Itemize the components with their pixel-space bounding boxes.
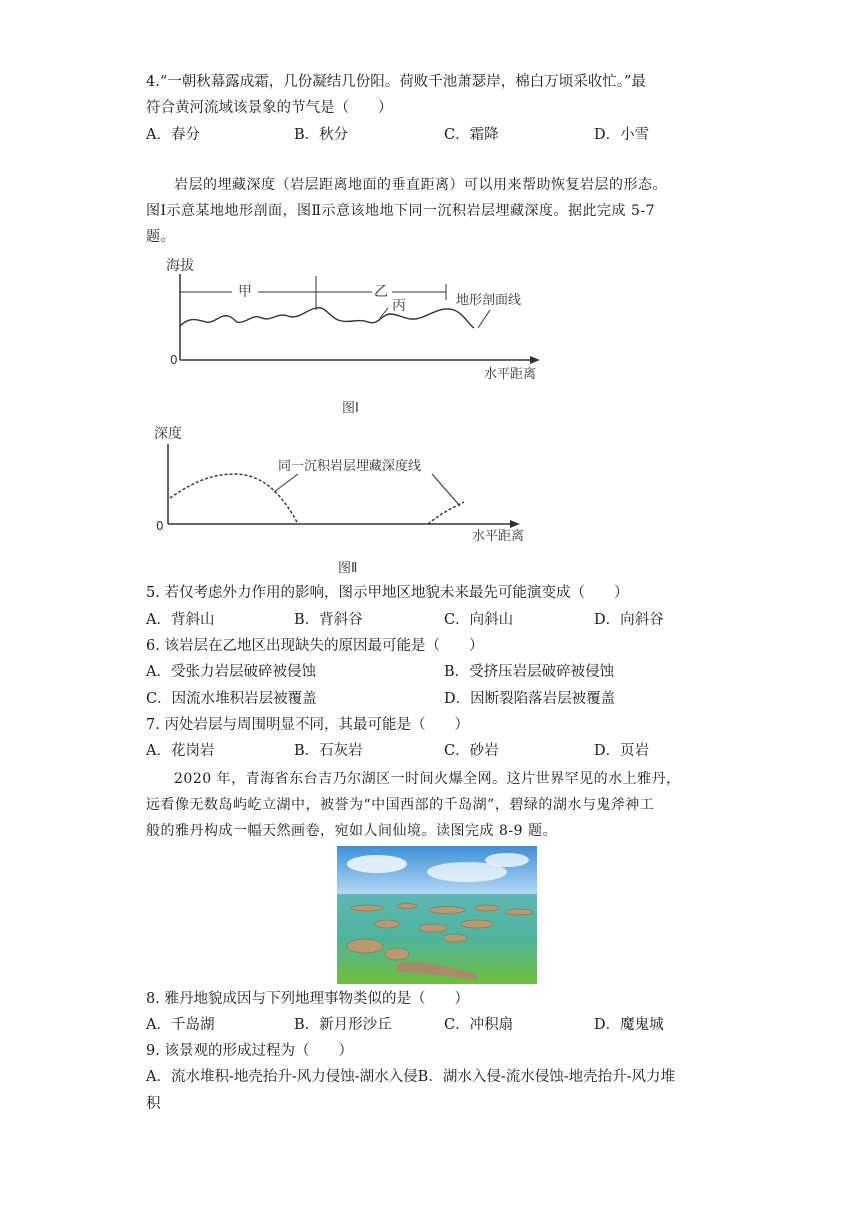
q6-option-d: D．因断裂陷落岩层被覆盖 bbox=[444, 691, 616, 707]
figure1-label-yi: 乙 bbox=[374, 284, 388, 300]
q8-stem: 8. 雅丹地貌成因与下列地理事物类似的是（ ） bbox=[146, 991, 469, 1007]
q6-option-c: C．因流水堆积岩层被覆盖 bbox=[146, 691, 317, 707]
q5-option-b: B．背斜谷 bbox=[294, 612, 363, 628]
yardang-lake-photo bbox=[337, 846, 537, 984]
q4-stem-line2: 符合黄河流域该景象的节气是（ ） bbox=[146, 100, 393, 116]
q7-option-d: D．页岩 bbox=[594, 743, 650, 759]
q9-options-line2: 积 bbox=[146, 1096, 161, 1112]
intro-line1: 岩层的埋藏深度（岩层距离地面的垂直距离）可以用来帮助恢复岩层的形态。 bbox=[174, 177, 667, 193]
q4-option-a: A．春分 bbox=[146, 127, 200, 143]
figure1-curve-pointer bbox=[478, 310, 490, 328]
q5-option-a: A．背斜山 bbox=[146, 612, 215, 628]
photo-cloud bbox=[347, 855, 407, 873]
intro2-line3: 般的雅丹构成一幅天然画卷，宛如人间仙境。读图完成 8-9 题。 bbox=[146, 823, 557, 839]
figure1-label-bing: 丙 bbox=[392, 298, 406, 314]
figure2-depth-curve-left bbox=[170, 474, 298, 524]
figure-1-terrain-profile bbox=[150, 252, 550, 422]
q7-option-a: A．花岗岩 bbox=[146, 743, 215, 759]
figure-2-burial-depth bbox=[150, 420, 550, 580]
q8-option-d: D．魔鬼城 bbox=[594, 1017, 664, 1033]
q9-stem: 9. 该景观的形成过程为（ ） bbox=[146, 1043, 353, 1059]
figure1-x-arrow bbox=[530, 356, 540, 364]
q8-option-c: C．冲积扇 bbox=[444, 1017, 514, 1033]
figure1-curve-label: 地形剖面线 bbox=[456, 293, 522, 308]
figure1-ylabel: 海拔 bbox=[166, 258, 194, 274]
figure1-origin: 0 bbox=[170, 353, 178, 367]
figure2-ylabel: 深度 bbox=[154, 426, 182, 442]
photo-cloud bbox=[485, 853, 529, 867]
intro2-line1: 2020 年，青海省东台吉乃尔湖区一时间火爆全网。这片世界罕见的水上雅丹， bbox=[174, 771, 681, 787]
q7-stem: 7. 丙处岩层与周围明显不同，其最可能是（ ） bbox=[146, 717, 469, 733]
figure1-caption: 图Ⅰ bbox=[342, 401, 359, 416]
figure2-x-arrow bbox=[510, 520, 520, 528]
figure1-xlabel: 水平距离 bbox=[484, 367, 537, 382]
q8-option-a: A．千岛湖 bbox=[146, 1017, 215, 1033]
intro-line2: 图Ⅰ示意某地地形剖面，图Ⅱ示意该地地下同一沉积岩层埋藏深度。据此完成 5-7 bbox=[146, 203, 656, 219]
q6-option-a: A．受张力岩层破碎被侵蚀 bbox=[146, 664, 316, 680]
figure2-pointer-right bbox=[432, 474, 460, 506]
q7-option-c: C．砂岩 bbox=[444, 743, 499, 759]
figure1-terrain-curve bbox=[180, 308, 474, 328]
q4-option-c: C．霜降 bbox=[444, 127, 499, 143]
q4-option-d: D．小雪 bbox=[594, 127, 650, 143]
q8-option-b: B．新月形沙丘 bbox=[294, 1017, 392, 1033]
q4-option-b: B．秋分 bbox=[294, 127, 349, 143]
q5-option-d: D．向斜谷 bbox=[594, 612, 664, 628]
q9-options-line1: A．流水堆积-地壳抬升-风力侵蚀-湖水入侵B．湖水入侵-流水侵蚀-地壳抬升-风力堆 bbox=[146, 1069, 676, 1085]
q5-option-c: C．向斜山 bbox=[444, 612, 514, 628]
intro-line3: 题。 bbox=[146, 229, 175, 245]
figure2-caption: 图Ⅱ bbox=[338, 561, 358, 576]
figure2-curve-label: 同一沉积岩层埋藏深度线 bbox=[278, 459, 422, 474]
figure2-xlabel: 水平距离 bbox=[472, 529, 525, 544]
figure1-label-jia: 甲 bbox=[238, 284, 252, 300]
q7-option-b: B．石灰岩 bbox=[294, 743, 363, 759]
q5-stem: 5. 若仅考虑外力作用的影响，图示甲地区地貌未来最先可能演变成（ ） bbox=[146, 585, 629, 601]
q4-stem-line1: 4.“一朝秋幕露成霜，几份凝结几份阳。荷败千池萧瑟岸，棉白万顷采收忙。”最 bbox=[146, 74, 646, 90]
figure2-depth-curve-right bbox=[428, 502, 464, 524]
figure2-origin: 0 bbox=[156, 519, 164, 533]
intro2-line2: 远看像无数岛屿屹立湖中，被誉为“中国西部的千岛湖”，碧绿的湖水与鬼斧神工 bbox=[146, 797, 655, 813]
figure2-pointer-left bbox=[274, 474, 298, 492]
q6-stem: 6. 该岩层在乙地区出现缺失的原因最可能是（ ） bbox=[146, 638, 484, 654]
q6-option-b: B．受挤压岩层破碎被侵蚀 bbox=[444, 664, 615, 680]
